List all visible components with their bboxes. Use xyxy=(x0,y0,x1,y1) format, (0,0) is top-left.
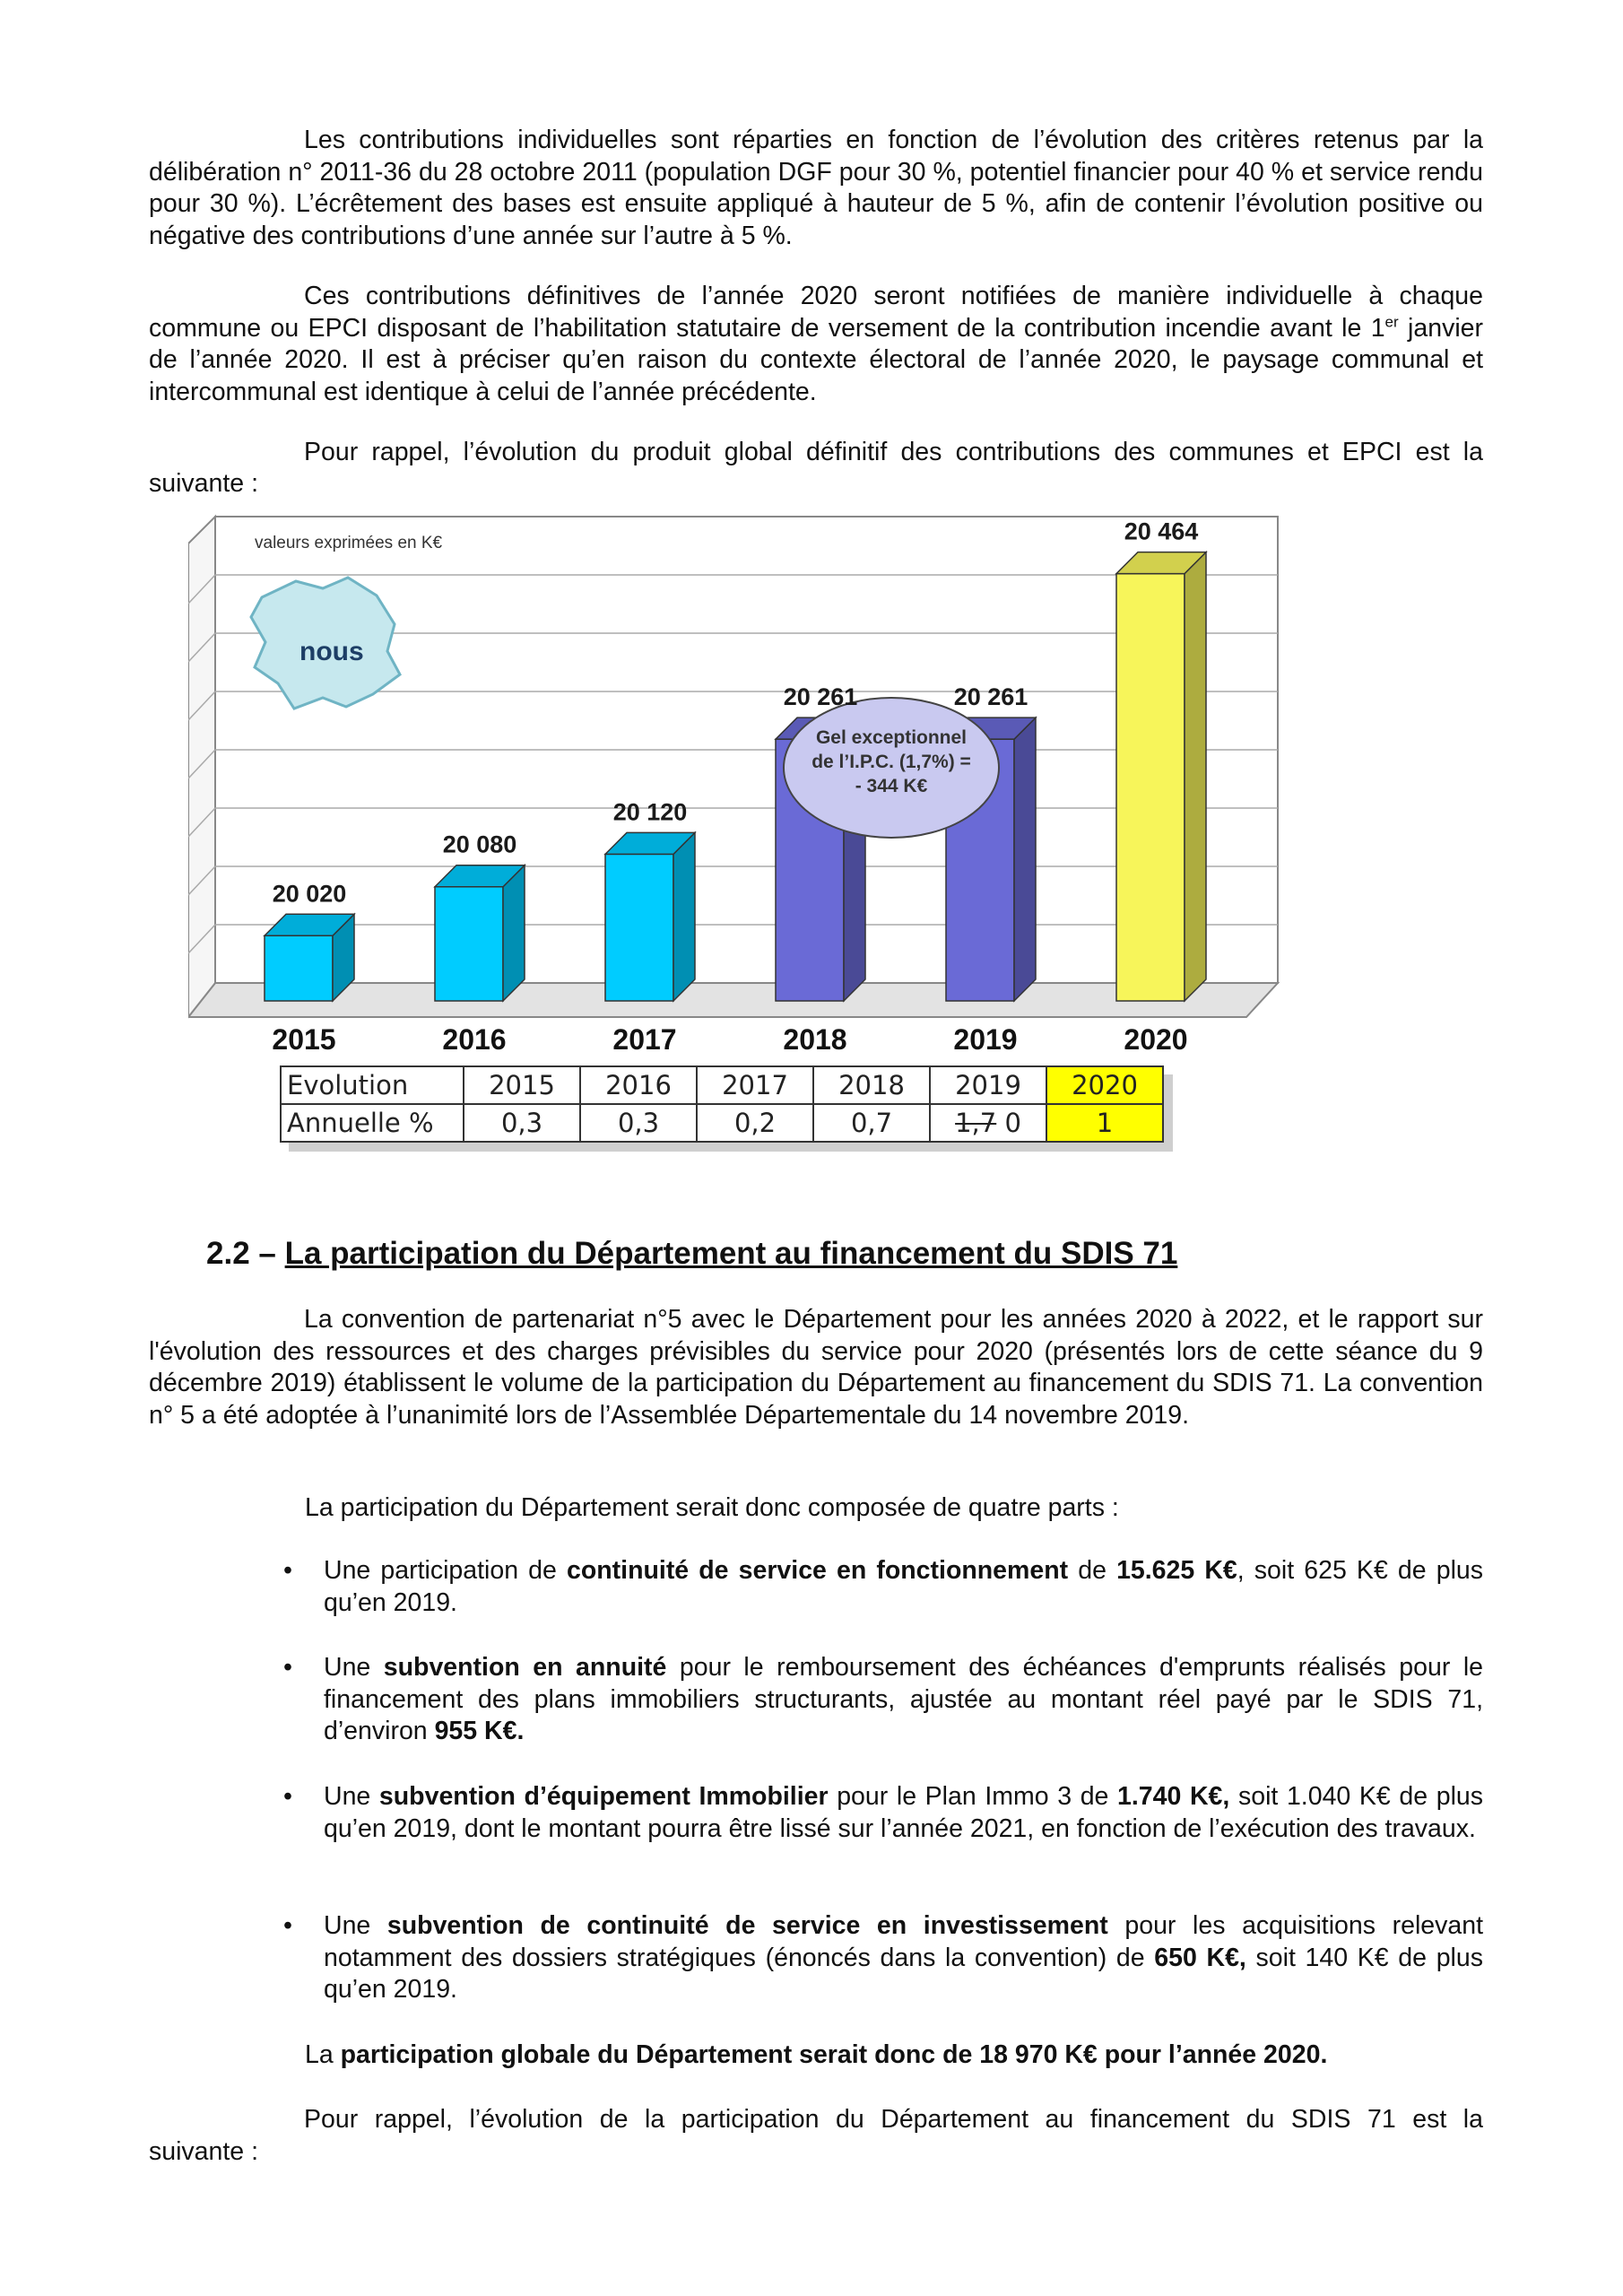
bar-value-label: 20 080 xyxy=(442,831,517,858)
bar-value-label: 20 464 xyxy=(1124,517,1199,545)
intro-paragraph-3-end: suivante : xyxy=(149,469,258,498)
superscript-er: er xyxy=(1384,313,1399,330)
table-value-cell: 0,7 xyxy=(813,1104,930,1142)
bold-run: subvention de continuité de service en investissement xyxy=(386,1911,1108,1940)
x-axis-year-label: 2019 xyxy=(953,1023,1018,1056)
bold-run: 955 K€. xyxy=(434,1717,525,1745)
bullet-item-3 xyxy=(283,1781,1483,1845)
intro-paragraph-2 xyxy=(149,281,1483,408)
bold-run: 15.625 K€ xyxy=(1116,1556,1237,1585)
text-run: Une xyxy=(324,1911,387,1940)
ipc-annotation xyxy=(784,698,999,838)
final-paragraph: Pour rappel, l’évolution de la participation du Département au financement du SDIS 71 est la xyxy=(304,2105,1483,2134)
bullet-dot-icon: • xyxy=(283,1782,292,1811)
table-header-cell: Evolution xyxy=(281,1066,464,1104)
bold-run: continuité de service en fonctionnement xyxy=(567,1556,1069,1585)
chart-unit-note: valeurs exprimées en K€ xyxy=(255,534,443,552)
conclusion-paragraph xyxy=(305,2039,1327,2072)
intro-paragraph-1: Les contributions individuelles sont réparties en fonction de l’évolution des critères retenus par la délibération n° 2011-36 du 28 octobre 2011 (population DGF pour 30 %, potentiel financier pour 40 % et service rendu pour 30 %). L’écrêtement des bases est ensuite appliqué à hauteur de 5 %, afin de contenir l’évolution positive ou négative des contributions d’une année sur l’autre à 5 %. xyxy=(149,126,1483,250)
final-paragraph-end: suivante : xyxy=(149,2137,258,2166)
section-heading xyxy=(206,1236,1177,1272)
table-year-cell: 2019 xyxy=(930,1066,1046,1104)
bullet-item-1 xyxy=(283,1555,1483,1619)
bullet-item-4 xyxy=(283,1910,1483,2006)
text-run: Une xyxy=(324,1782,379,1811)
x-axis-year-label: 2017 xyxy=(612,1023,677,1056)
section-paragraph-2: La participation du Département serait donc composée de quatre parts : xyxy=(305,1493,1119,1522)
annual-evolution-table xyxy=(280,1065,1164,1143)
table-value-cell: 0,2 xyxy=(697,1104,813,1142)
chart-floor xyxy=(188,983,1278,1017)
table-value-cell-2019 xyxy=(930,1104,1046,1142)
table-row-label: Annuelle % xyxy=(281,1104,464,1142)
logo-text: nous xyxy=(299,637,364,666)
table-year-cell: 2016 xyxy=(580,1066,697,1104)
bold-run: 1.740 K€, xyxy=(1117,1782,1230,1811)
bullet-text xyxy=(324,1555,1483,1619)
bold-run: subvention en annuité xyxy=(383,1653,667,1682)
x-axis-year-label: 2020 xyxy=(1124,1023,1188,1056)
table-row-years xyxy=(281,1066,1163,1104)
table-year-cell: 2015 xyxy=(464,1066,580,1104)
bar-value-label: 20 261 xyxy=(953,683,1028,711)
text-run: soit 1.040 K€ de plus qu’en 2019, dont le montant pourra être lissé sur l’année 2021, en fonction de l’exécution des travaux. xyxy=(324,1782,1483,1843)
paragraph-2-part-a: Ces contributions définitives de l’année 2020 seront notifiées de manière individuelle à chaque commune ou EPCI disposant de l’habilitation statutaire de versement de la contribution incendie avant le 1 xyxy=(149,282,1483,343)
table-year-cell: 2018 xyxy=(813,1066,930,1104)
text-run: Une participation de xyxy=(324,1556,567,1585)
bullet-text xyxy=(324,1781,1483,1845)
text-run: , soit 625 K€ de plus qu’en 2019. xyxy=(324,1556,1483,1617)
contributions-bar-chart xyxy=(188,499,1327,1058)
table-row-values xyxy=(281,1104,1163,1142)
section-number: 2.2 – xyxy=(206,1236,276,1271)
chart-bar-2016 xyxy=(435,865,525,1001)
section-paragraph-1: La convention de partenariat n°5 avec le Département pour les années 2020 à 2022, et le rapport sur l'évolution des ressources et des charges prévisibles du service pour 2020 (présentés lors de cette séance du 9 décembre 2019) établissent le volume de la participation du Département au financement du SDIS 71. La convention n° 5 a été adoptée à l’unanimité lors de l’Assemblée Départementale du 14 novembre 2019. xyxy=(149,1305,1483,1430)
annotation-line-1: Gel exceptionnel xyxy=(815,727,968,748)
bold-run: 650 K€, xyxy=(1154,1943,1246,1972)
corrected-value: 0 xyxy=(1004,1108,1021,1138)
table-value-cell-highlight: 1 xyxy=(1046,1104,1163,1142)
bold-run: participation globale du Département serait donc de 18 970 K€ pour l’année 2020. xyxy=(340,2040,1328,2069)
text-run: soit 140 K€ de plus qu’en 2019. xyxy=(324,1943,1483,2004)
struck-value: 1,7 xyxy=(955,1108,997,1138)
table-year-cell: 2017 xyxy=(697,1066,813,1104)
paragraph-2-part-b: janvier de l’année 2020. Il est à préciser qu’en raison du contexte électoral de l’année 2020, le paysage communal et intercommunal est identique à celui de l’année précédente. xyxy=(149,313,1483,406)
bullet-item-2 xyxy=(283,1652,1483,1748)
bold-run: subvention d’équipement Immobilier xyxy=(378,1782,829,1811)
bar-value-label: 20 120 xyxy=(612,798,688,826)
text-run: pour les acquisitions relevant notamment des dossiers stratégiques (énoncés dans la convention) de xyxy=(324,1911,1483,1972)
chart-bar-2017 xyxy=(605,832,695,1001)
table-value-cell: 0,3 xyxy=(580,1104,697,1142)
x-axis-year-label: 2016 xyxy=(442,1023,507,1056)
table-year-cell-highlight: 2020 xyxy=(1046,1066,1163,1104)
annotation-line-3: - 344 K€ xyxy=(855,776,928,796)
section-title: La participation du Département au financement du SDIS 71 xyxy=(284,1236,1178,1271)
text-run: La xyxy=(305,2040,341,2069)
annotation-line-2: de l’I.P.C. (1,7%) = xyxy=(812,752,971,772)
x-axis-year-label: 2015 xyxy=(272,1023,336,1056)
bar-value-label: 20 261 xyxy=(783,683,858,711)
text-run: pour le Plan Immo 3 de xyxy=(828,1782,1118,1811)
text-run: pour le remboursement des échéances d'emprunts réalisés pour le financement des plans immobiliers structurants, ajustée au montant réel payé par le SDIS 71, d’environ xyxy=(324,1653,1484,1745)
intro-paragraph-3: Pour rappel, l’évolution du produit global définitif des contributions des communes et EPCI est la xyxy=(304,438,1483,466)
bullet-text xyxy=(324,1910,1483,2006)
bullet-text xyxy=(324,1652,1483,1748)
table-value-cell: 0,3 xyxy=(464,1104,580,1142)
chart-bar-2020 xyxy=(1116,552,1206,1001)
text-run: Une xyxy=(324,1653,384,1682)
bar-value-label: 20 020 xyxy=(272,880,347,908)
text-run: de xyxy=(1068,1556,1117,1585)
chart-bar-2015 xyxy=(265,914,354,1001)
x-axis-year-label: 2018 xyxy=(783,1023,847,1056)
bullet-dot-icon: • xyxy=(283,1911,292,1940)
bullet-dot-icon: • xyxy=(283,1653,292,1682)
chart-side-wall xyxy=(188,517,215,1017)
bullet-dot-icon: • xyxy=(283,1556,292,1585)
